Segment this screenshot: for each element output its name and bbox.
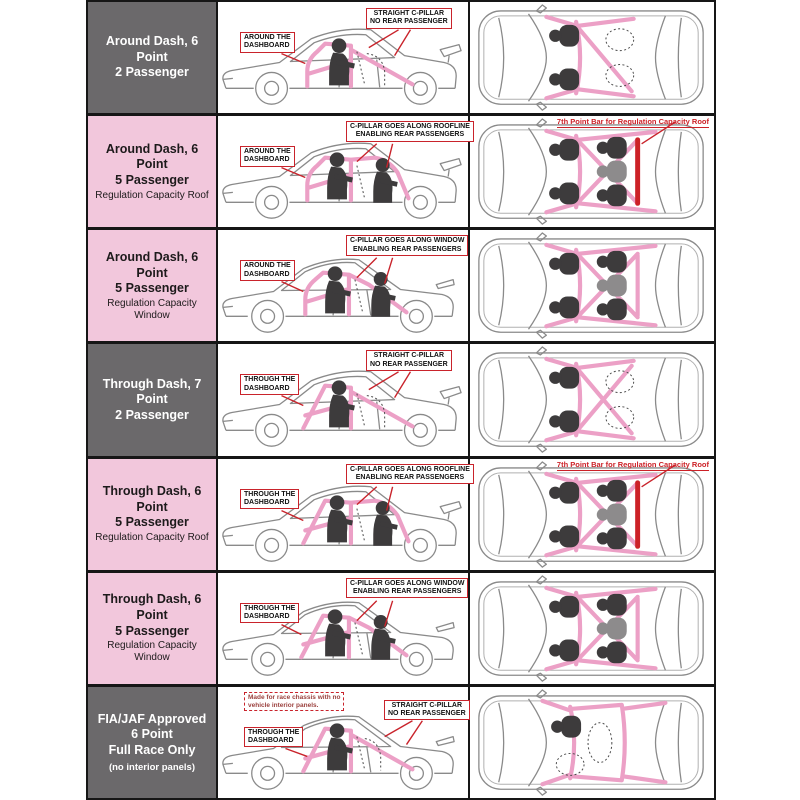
callout-line: AROUND THE bbox=[244, 262, 291, 270]
callout-line: NO REAR PASSENGER bbox=[370, 18, 448, 26]
callout-line: NO REAR PASSENGER bbox=[388, 710, 466, 718]
rear-occupant bbox=[597, 641, 627, 663]
config-title: Around Dash, 6 Point bbox=[105, 141, 199, 172]
front-occupant bbox=[549, 68, 579, 90]
row-label-cell bbox=[88, 344, 218, 455]
callout-line: ENABLING REAR PASSENGERS bbox=[355, 131, 465, 139]
car-top-illustration bbox=[470, 230, 714, 341]
callout-line: DASHBOARD bbox=[244, 270, 290, 278]
side-view-cell bbox=[218, 687, 470, 798]
side-view-cell bbox=[218, 116, 470, 227]
config-passengers: 5 Passenger bbox=[115, 515, 189, 530]
seventh-point-bar-label: 7th Point Bar for Regulation Capacity Roof bbox=[556, 459, 709, 469]
harness-dotted-line bbox=[355, 280, 363, 314]
front-occupant bbox=[549, 25, 579, 47]
rollcage-side bbox=[303, 500, 408, 543]
row-label-cell bbox=[88, 116, 218, 227]
front-occupant bbox=[549, 253, 579, 275]
front-occupant bbox=[549, 411, 579, 433]
callout-leader-line bbox=[285, 748, 307, 756]
dashboard-callout bbox=[240, 489, 299, 510]
rear-passenger-figure bbox=[371, 272, 396, 317]
car-top-illustration bbox=[470, 687, 714, 798]
callout-line: C-PILLAR GOES ALONG WINDOW bbox=[350, 237, 465, 245]
car-top-illustration bbox=[470, 459, 714, 570]
cpillar-callout bbox=[346, 464, 474, 485]
callout-line: STRAIGHT C-PILLAR bbox=[373, 352, 445, 360]
cpillar-callout bbox=[346, 578, 468, 599]
side-view-cell bbox=[218, 459, 470, 570]
harness-dotted-line bbox=[357, 508, 365, 542]
side-view-cell bbox=[218, 2, 470, 113]
rear-passenger-figure bbox=[373, 158, 398, 203]
seventh-point-bar-label: 7th Point Bar for Regulation Capacity Roof bbox=[556, 117, 709, 127]
config-usage: Full Race Only bbox=[108, 743, 196, 758]
callout-line: DASHBOARD bbox=[244, 384, 290, 392]
rollcage-side bbox=[303, 386, 412, 429]
front-occupant bbox=[549, 183, 579, 205]
rollcage-extra-diagonal bbox=[579, 366, 632, 429]
rear-occupant bbox=[597, 299, 627, 321]
car-top-illustration bbox=[470, 116, 714, 227]
note-line: Made for race chassis with no bbox=[248, 693, 341, 701]
rollcage-comparison-table bbox=[86, 0, 716, 800]
harness-dotted-line bbox=[355, 622, 363, 656]
front-occupant bbox=[549, 367, 579, 389]
callout-line: ENABLING REAR PASSENGERS bbox=[353, 245, 462, 253]
callout-line: DASHBOARD bbox=[248, 737, 294, 745]
empty-area-outline bbox=[588, 723, 612, 763]
front-occupant bbox=[549, 139, 579, 161]
callout-line: C-PILLAR GOES ALONG ROOFLINE bbox=[350, 123, 470, 131]
config-passengers: 2 Passenger bbox=[115, 65, 189, 80]
top-view-cell bbox=[470, 116, 714, 227]
config-title: Through Dash, 6 Point bbox=[102, 592, 202, 622]
front-occupant bbox=[549, 525, 579, 547]
table-row bbox=[88, 2, 714, 116]
car-top-illustration bbox=[470, 2, 714, 113]
side-view-cell bbox=[218, 230, 470, 341]
harness-dotted-line bbox=[357, 166, 365, 200]
side-view-cell bbox=[218, 573, 470, 684]
config-title: Through Dash, 7 Point bbox=[102, 376, 202, 407]
config-passengers: 2 Passenger bbox=[115, 407, 189, 422]
config-passengers: 5 Passenger bbox=[115, 173, 189, 188]
rollcage-top bbox=[542, 701, 665, 784]
callout-line: DASHBOARD bbox=[244, 612, 290, 620]
callout-line: STRAIGHT C-PILLAR bbox=[391, 701, 463, 709]
callout-line: DASHBOARD bbox=[244, 498, 290, 506]
table-row bbox=[88, 459, 714, 573]
table-row bbox=[88, 687, 714, 798]
top-view-cell bbox=[470, 687, 714, 798]
rear-occupant bbox=[597, 479, 627, 501]
driver-occupant bbox=[551, 716, 581, 738]
car-top-outline bbox=[479, 233, 703, 338]
dashboard-callout bbox=[240, 603, 299, 624]
config-subtitle: (no interior panels) bbox=[108, 761, 196, 773]
car-top-outline bbox=[479, 462, 703, 567]
config-title: Around Dash, 6 Point bbox=[105, 249, 199, 280]
row-label-cell bbox=[88, 687, 218, 798]
note-line: vehicle interior panels. bbox=[248, 701, 319, 709]
callout-line: ENABLING REAR PASSENGERS bbox=[353, 587, 462, 595]
callout-line: DASHBOARD bbox=[244, 42, 290, 50]
callout-leader-line bbox=[385, 721, 423, 745]
car-top-outline bbox=[479, 119, 703, 224]
race-chassis-note bbox=[244, 692, 344, 712]
car-top-illustration bbox=[470, 573, 714, 684]
cpillar-callout bbox=[366, 350, 452, 371]
rollcage-side bbox=[303, 729, 412, 772]
rear-occupant bbox=[597, 594, 627, 616]
rear-passenger-figure bbox=[373, 501, 398, 546]
callout-line: AROUND THE bbox=[244, 34, 291, 41]
row-label-cell bbox=[88, 573, 218, 684]
dashboard-callout bbox=[244, 727, 303, 748]
empty-seat-outline bbox=[606, 29, 634, 51]
dashboard-callout bbox=[240, 374, 299, 395]
callout-line: AROUND THE bbox=[244, 148, 291, 156]
callout-line: THROUGH THE bbox=[244, 604, 296, 612]
callout-line: THROUGH THE bbox=[244, 490, 296, 498]
callout-line: C-PILLAR GOES ALONG ROOFLINE bbox=[350, 465, 470, 473]
callout-line: THROUGH THE bbox=[244, 376, 296, 384]
config-subtitle: Regulation Capacity Window bbox=[107, 640, 197, 664]
table-row bbox=[88, 230, 714, 344]
table-row bbox=[88, 573, 714, 687]
callout-line: DASHBOARD bbox=[244, 156, 290, 164]
car-top-illustration bbox=[470, 344, 714, 455]
top-view-cell bbox=[470, 459, 714, 570]
top-view-cell bbox=[470, 2, 714, 113]
top-view-cell bbox=[470, 573, 714, 684]
cpillar-callout bbox=[366, 8, 452, 29]
config-subtitle: Regulation Capacity Roof bbox=[95, 189, 209, 201]
config-title: Through Dash, 6 Point bbox=[102, 484, 202, 514]
side-view-cell bbox=[218, 344, 470, 455]
callout-line: ENABLING REAR PASSENGERS bbox=[355, 473, 465, 481]
rear-occupant bbox=[597, 251, 627, 273]
config-subtitle: Regulation Capacity Roof bbox=[95, 532, 209, 544]
rollcage-side bbox=[305, 273, 406, 315]
config-passengers: 5 Passenger bbox=[115, 623, 189, 638]
cpillar-callout bbox=[384, 700, 470, 721]
top-view-cell bbox=[470, 230, 714, 341]
callout-line: THROUGH THE bbox=[248, 728, 300, 736]
top-view-cell bbox=[470, 344, 714, 455]
config-title: FIA/JAF Approved bbox=[97, 711, 207, 726]
car-top-outline bbox=[479, 576, 703, 681]
rollcage-side bbox=[307, 158, 408, 201]
car-top-outline bbox=[479, 347, 703, 452]
dashboard-callout bbox=[240, 32, 295, 53]
callout-line: STRAIGHT C-PILLAR bbox=[373, 10, 445, 17]
rear-occupant bbox=[597, 137, 627, 159]
dashboard-callout bbox=[240, 146, 295, 167]
rear-occupant bbox=[597, 527, 627, 549]
table-row bbox=[88, 344, 714, 458]
row-label-cell bbox=[88, 2, 218, 113]
front-occupant bbox=[549, 297, 579, 319]
front-occupant bbox=[549, 481, 579, 503]
callout-line: C-PILLAR GOES ALONG WINDOW bbox=[350, 579, 465, 587]
front-occupant bbox=[549, 596, 579, 618]
car-top-outline bbox=[479, 5, 703, 110]
dashboard-callout bbox=[240, 260, 295, 281]
front-occupant bbox=[549, 639, 579, 661]
row-label-cell bbox=[88, 459, 218, 570]
rear-passenger-figure bbox=[371, 615, 396, 660]
cpillar-callout bbox=[346, 235, 468, 256]
rollcage-side bbox=[301, 615, 406, 657]
config-title: Around Dash, 6 Point bbox=[105, 34, 199, 64]
row-label-cell bbox=[88, 230, 218, 341]
cpillar-callout bbox=[346, 121, 474, 142]
config-points: 6 Point bbox=[131, 727, 173, 742]
config-subtitle: Regulation Capacity Window bbox=[107, 297, 197, 321]
table-row bbox=[88, 116, 714, 230]
callout-line: NO REAR PASSENGER bbox=[370, 360, 448, 368]
config-passengers: 5 Passenger bbox=[115, 281, 189, 296]
rear-occupant bbox=[597, 185, 627, 207]
